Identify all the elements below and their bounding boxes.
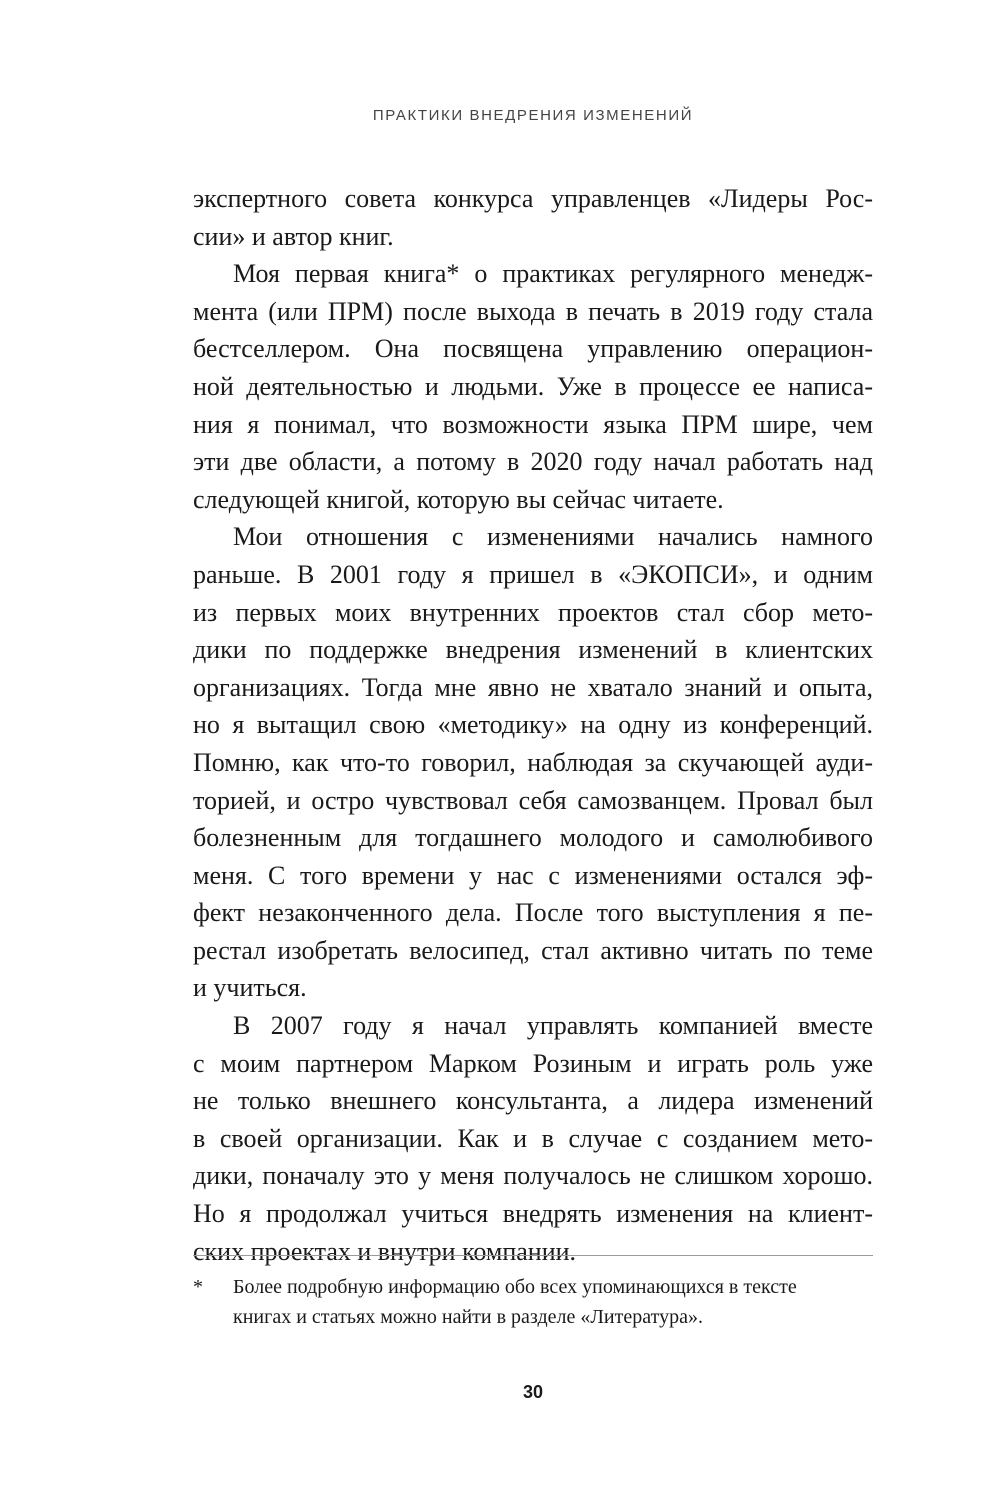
text-line: бестселлером. Она посвящена управлению операцион- [193, 334, 873, 364]
text-line: экспертного совета конкурса управленцев «Лидеры Рос- [193, 184, 873, 213]
text-line: болезненным для тогдашнего молодого и самолюбивого [193, 823, 873, 853]
footnote-divider [193, 1255, 873, 1256]
paragraph-4 [193, 1007, 873, 1270]
text-line: В 2007 году я начал управлять компанией вместе [233, 1011, 873, 1041]
text-line: дики по поддержке внедрения изменений в клиентских [193, 635, 873, 665]
text-line: не только внешнего консультанта, а лидера изменений [193, 1086, 873, 1116]
footnote-line: книгах и статьях можно найти в разделе «Литература». [233, 1306, 703, 1328]
text-line: ния я понимал, что возможности языка ПРМ шире, чем [193, 409, 873, 439]
paragraph-2 [193, 255, 873, 518]
text-line: Но я продолжал учиться внедрять изменения на клиент- [193, 1199, 873, 1229]
text-line: мента (или ПРМ) после выхода в печать в 2019 году стала [193, 296, 873, 326]
text-line: из первых моих внутренних проектов стал сбор мето- [193, 597, 873, 627]
paragraph-1 [193, 180, 873, 255]
text-line: фект незаконченного дела. После того выступления я пе- [193, 898, 873, 928]
text-line: с моим партнером Марком Розиным и играть роль уже [193, 1048, 873, 1078]
text-line: раньше. В 2001 году я пришел в «ЭКОПСИ», и одним [193, 559, 873, 589]
text-line: но я вытащил свою «методику» на одну из конференций. [193, 710, 873, 740]
text-line: Мои отношения с изменениями начались намного [233, 522, 873, 552]
running-head: ПРАКТИКИ ВНЕДРЕНИЯ ИЗМЕНЕНИЙ [372, 107, 694, 124]
text-line: организациях. Тогда мне явно не хватало знаний и опыта, [193, 672, 873, 702]
body-text [193, 180, 873, 1270]
footnote [193, 1272, 873, 1332]
text-line: в своей организации. Как и в случае с созданием мето- [193, 1123, 873, 1153]
text-line: эти две области, а потому в 2020 году начал работать над [193, 447, 873, 477]
text-line: торией, и остро чувствовал себя самозванцем. Провал был [193, 785, 873, 815]
page-number: 30 [522, 1382, 544, 1402]
text-line: ских проектах и внутри компании. [193, 1236, 577, 1266]
footnote-body [233, 1272, 873, 1332]
paragraph-3 [193, 518, 873, 1007]
text-line: рестал изобретать велосипед, стал активно читать по теме [193, 935, 873, 965]
text-line: Моя первая книга* о практиках регулярного менедж- [233, 259, 873, 289]
footnote-mark: * [193, 1276, 203, 1298]
text-line: дики, поначалу это у меня получалось не слишком хорошо. [193, 1161, 873, 1191]
text-line: следующей книгой, которую вы сейчас читаете. [193, 484, 724, 514]
text-line: ной деятельностью и людьми. Уже в процессе ее написа- [193, 371, 873, 401]
footnote-line: Более подробную информацию обо всех упоминающихся в тексте [233, 1276, 797, 1298]
text-line: меня. С того времени у нас с изменениями остался эф- [193, 860, 873, 890]
text-line: Помню, как что-то говорил, наблюдая за скучающей ауди- [193, 747, 873, 777]
text-line: сии» и автор книг. [193, 221, 394, 251]
text-line: и учиться. [193, 973, 307, 1003]
